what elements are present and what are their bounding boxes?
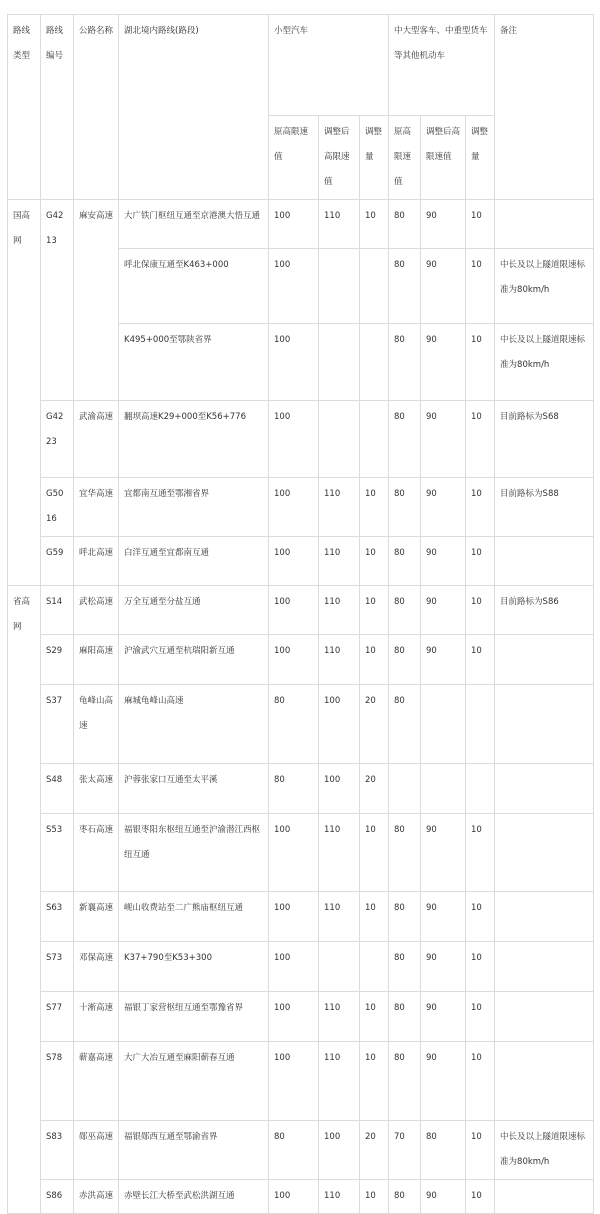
header-row bbox=[8, 15, 594, 116]
cell-l-orig: 80 bbox=[389, 586, 421, 635]
header-small-orig: 原高限速值 bbox=[269, 116, 319, 200]
cell-remark: 中长及以上隧道限速标准为80km/h bbox=[495, 1121, 594, 1180]
cell-remark bbox=[495, 814, 594, 892]
table-row bbox=[8, 200, 594, 249]
cell-l-adj: 80 bbox=[421, 1121, 466, 1180]
table-row bbox=[8, 814, 594, 892]
cell-s-orig: 100 bbox=[269, 1180, 319, 1214]
cell-s-orig: 100 bbox=[269, 992, 319, 1042]
cell-l-adj: 90 bbox=[421, 992, 466, 1042]
cell-s-amt: 20 bbox=[360, 764, 389, 814]
road-name: 赤洪高速 bbox=[74, 1180, 119, 1214]
cell-s-adj: 100 bbox=[319, 1121, 360, 1180]
cell-l-orig: 70 bbox=[389, 1121, 421, 1180]
cell-l-orig: 80 bbox=[389, 992, 421, 1042]
table-row bbox=[8, 992, 594, 1042]
cell-l-adj: 90 bbox=[421, 1042, 466, 1121]
cell-section: 大广大冶互通至麻阳蕲春互通 bbox=[119, 1042, 269, 1121]
cell-s-adj: 110 bbox=[319, 586, 360, 635]
route-code: S77 bbox=[41, 992, 74, 1042]
cell-section: K495+000至鄂陕省界 bbox=[119, 324, 269, 401]
road-name: 新襄高速 bbox=[74, 892, 119, 942]
cell-l-amt: 10 bbox=[466, 1121, 495, 1180]
cell-s-amt: 10 bbox=[360, 992, 389, 1042]
cell-s-amt: 10 bbox=[360, 814, 389, 892]
route-code: S73 bbox=[41, 942, 74, 992]
cell-l-amt bbox=[466, 685, 495, 764]
cell-section: 呼北保康互通至K463+000 bbox=[119, 249, 269, 324]
table-body bbox=[8, 15, 594, 1214]
cell-section: 福银郧西互通至鄂渝省界 bbox=[119, 1121, 269, 1180]
cell-s-amt: 10 bbox=[360, 200, 389, 249]
cell-l-adj: 90 bbox=[421, 635, 466, 685]
route-code: G59 bbox=[41, 537, 74, 586]
cell-s-adj: 100 bbox=[319, 764, 360, 814]
cell-l-adj: 90 bbox=[421, 401, 466, 478]
cell-section: K37+790至K53+300 bbox=[119, 942, 269, 992]
cell-l-amt: 10 bbox=[466, 1180, 495, 1214]
cell-s-orig: 80 bbox=[269, 764, 319, 814]
cell-s-adj: 110 bbox=[319, 537, 360, 586]
cell-s-orig: 80 bbox=[269, 1121, 319, 1180]
cell-remark: 目前路标为S88 bbox=[495, 478, 594, 537]
cell-l-amt: 10 bbox=[466, 249, 495, 324]
table-row bbox=[8, 942, 594, 992]
cell-s-adj bbox=[319, 401, 360, 478]
cell-l-adj: 90 bbox=[421, 324, 466, 401]
header-large-adj: 调整后高限速值 bbox=[421, 116, 466, 200]
cell-s-amt: 10 bbox=[360, 478, 389, 537]
cell-l-orig: 80 bbox=[389, 635, 421, 685]
cell-s-adj: 110 bbox=[319, 478, 360, 537]
road-name: 郧巫高速 bbox=[74, 1121, 119, 1180]
cell-s-adj: 110 bbox=[319, 814, 360, 892]
cell-s-amt: 20 bbox=[360, 1121, 389, 1180]
table-row bbox=[8, 892, 594, 942]
cell-s-adj: 110 bbox=[319, 200, 360, 249]
road-name: 宜华高速 bbox=[74, 478, 119, 537]
cell-l-orig: 80 bbox=[389, 814, 421, 892]
cell-s-amt bbox=[360, 249, 389, 324]
cell-remark: 中长及以上隧道限速标准为80km/h bbox=[495, 249, 594, 324]
cell-l-orig: 80 bbox=[389, 537, 421, 586]
cell-remark: 目前路标为S68 bbox=[495, 401, 594, 478]
table-row bbox=[8, 635, 594, 685]
table-row bbox=[8, 401, 594, 478]
cell-section: 万全互通至分盐互通 bbox=[119, 586, 269, 635]
cell-l-adj: 90 bbox=[421, 586, 466, 635]
cell-s-adj bbox=[319, 942, 360, 992]
cell-s-amt: 20 bbox=[360, 685, 389, 764]
cell-s-adj bbox=[319, 249, 360, 324]
road-name: 武渝高速 bbox=[74, 401, 119, 478]
cell-l-adj: 90 bbox=[421, 200, 466, 249]
cell-s-amt: 10 bbox=[360, 1042, 389, 1121]
cell-l-adj: 90 bbox=[421, 537, 466, 586]
table-row bbox=[8, 685, 594, 764]
cell-l-adj: 90 bbox=[421, 1180, 466, 1214]
cell-s-adj bbox=[319, 324, 360, 401]
cell-remark bbox=[495, 635, 594, 685]
cell-remark bbox=[495, 942, 594, 992]
cell-l-amt: 10 bbox=[466, 586, 495, 635]
cell-l-orig: 80 bbox=[389, 892, 421, 942]
road-name: 麻阳高速 bbox=[74, 635, 119, 685]
cell-remark: 目前路标为S86 bbox=[495, 586, 594, 635]
cell-l-adj: 90 bbox=[421, 942, 466, 992]
cell-l-amt: 10 bbox=[466, 892, 495, 942]
cell-section: 宜都南互通至鄂湘省界 bbox=[119, 478, 269, 537]
header-road-name: 公路名称 bbox=[74, 15, 119, 200]
cell-s-amt: 10 bbox=[360, 537, 389, 586]
table-row bbox=[8, 1180, 594, 1214]
cell-l-orig: 80 bbox=[389, 200, 421, 249]
cell-l-amt bbox=[466, 764, 495, 814]
cell-l-adj bbox=[421, 685, 466, 764]
cell-section: 福银丁家营枢纽互通至鄂豫省界 bbox=[119, 992, 269, 1042]
route-code: S53 bbox=[41, 814, 74, 892]
road-name: 枣石高速 bbox=[74, 814, 119, 892]
cell-s-orig: 100 bbox=[269, 249, 319, 324]
cell-l-amt: 10 bbox=[466, 942, 495, 992]
cell-l-amt: 10 bbox=[466, 200, 495, 249]
road-name: 邓保高速 bbox=[74, 942, 119, 992]
road-name: 张太高速 bbox=[74, 764, 119, 814]
route-code: S86 bbox=[41, 1180, 74, 1214]
header-large-vehicle: 中大型客车、中重型货车等其他机动车 bbox=[389, 15, 495, 116]
cell-l-amt: 10 bbox=[466, 401, 495, 478]
cell-s-amt: 10 bbox=[360, 892, 389, 942]
table-row bbox=[8, 1121, 594, 1180]
cell-s-amt: 10 bbox=[360, 635, 389, 685]
cell-l-adj: 90 bbox=[421, 478, 466, 537]
cell-l-amt: 10 bbox=[466, 992, 495, 1042]
route-code: S14 bbox=[41, 586, 74, 635]
speed-limit-table bbox=[7, 14, 594, 1214]
route-code: G4223 bbox=[41, 401, 74, 478]
cell-l-orig bbox=[389, 764, 421, 814]
cell-s-orig: 80 bbox=[269, 685, 319, 764]
cell-s-orig: 100 bbox=[269, 200, 319, 249]
cell-s-adj: 110 bbox=[319, 892, 360, 942]
cell-l-orig: 80 bbox=[389, 1180, 421, 1214]
cell-section: 麻城龟峰山高速 bbox=[119, 685, 269, 764]
header-route-type: 路线类型 bbox=[8, 15, 41, 200]
cell-remark bbox=[495, 685, 594, 764]
cell-section: 翻坝高速K29+000至K56+776 bbox=[119, 401, 269, 478]
cell-s-adj: 110 bbox=[319, 635, 360, 685]
cell-s-orig: 100 bbox=[269, 537, 319, 586]
cell-l-orig: 80 bbox=[389, 249, 421, 324]
header-large-amt: 调整量 bbox=[466, 116, 495, 200]
cell-remark bbox=[495, 200, 594, 249]
table-row bbox=[8, 478, 594, 537]
header-large-orig: 原高限速值 bbox=[389, 116, 421, 200]
cell-l-amt: 10 bbox=[466, 814, 495, 892]
cell-remark bbox=[495, 1180, 594, 1214]
cell-remark: 中长及以上隧道限速标准为80km/h bbox=[495, 324, 594, 401]
cell-s-adj: 100 bbox=[319, 685, 360, 764]
cell-l-orig: 80 bbox=[389, 324, 421, 401]
cell-l-orig: 80 bbox=[389, 478, 421, 537]
cell-l-amt: 10 bbox=[466, 537, 495, 586]
table-row bbox=[8, 1042, 594, 1121]
route-code: G4213 bbox=[41, 200, 74, 401]
cell-s-orig: 100 bbox=[269, 478, 319, 537]
cell-remark bbox=[495, 892, 594, 942]
cell-l-orig: 80 bbox=[389, 685, 421, 764]
road-name: 蕲嘉高速 bbox=[74, 1042, 119, 1121]
cell-s-adj: 110 bbox=[319, 1042, 360, 1121]
cell-s-orig: 100 bbox=[269, 324, 319, 401]
route-code: S83 bbox=[41, 1121, 74, 1180]
cell-section: 白洋互通至宜都南互通 bbox=[119, 537, 269, 586]
cell-l-adj: 90 bbox=[421, 249, 466, 324]
cell-remark bbox=[495, 537, 594, 586]
cell-s-adj: 110 bbox=[319, 1180, 360, 1214]
route-code: S48 bbox=[41, 764, 74, 814]
header-remark: 备注 bbox=[495, 15, 594, 200]
cell-s-orig: 100 bbox=[269, 1042, 319, 1121]
cell-s-amt bbox=[360, 942, 389, 992]
cell-s-orig: 100 bbox=[269, 635, 319, 685]
route-code: G5016 bbox=[41, 478, 74, 537]
cell-s-orig: 100 bbox=[269, 942, 319, 992]
route-code: S78 bbox=[41, 1042, 74, 1121]
cell-l-amt: 10 bbox=[466, 1042, 495, 1121]
road-name: 呼北高速 bbox=[74, 537, 119, 586]
cell-s-amt bbox=[360, 401, 389, 478]
cell-s-orig: 100 bbox=[269, 892, 319, 942]
cell-s-orig: 100 bbox=[269, 586, 319, 635]
cell-section: 岘山收费站至二广熊庙枢纽互通 bbox=[119, 892, 269, 942]
cell-section: 沪渝武穴互通至杭瑞阳新互通 bbox=[119, 635, 269, 685]
route-code: S29 bbox=[41, 635, 74, 685]
cell-s-adj: 110 bbox=[319, 992, 360, 1042]
cell-l-amt: 10 bbox=[466, 324, 495, 401]
cell-l-orig: 80 bbox=[389, 401, 421, 478]
cell-section: 大广铁门枢纽互通至京港澳大悟互通 bbox=[119, 200, 269, 249]
cell-section: 福银枣阳东枢纽互通至沪渝潜江西枢纽互通 bbox=[119, 814, 269, 892]
cell-l-orig: 80 bbox=[389, 942, 421, 992]
cell-l-orig: 80 bbox=[389, 1042, 421, 1121]
cell-l-adj: 90 bbox=[421, 814, 466, 892]
cell-s-orig: 100 bbox=[269, 401, 319, 478]
group-provincial: 省高网 bbox=[8, 586, 41, 1214]
header-small-adj: 调整后高限速值 bbox=[319, 116, 360, 200]
table-row bbox=[8, 764, 594, 814]
cell-section: 沪蓉张家口互通至太平溪 bbox=[119, 764, 269, 814]
header-small-amt: 调整量 bbox=[360, 116, 389, 200]
cell-s-amt bbox=[360, 324, 389, 401]
road-name: 十淅高速 bbox=[74, 992, 119, 1042]
cell-s-orig: 100 bbox=[269, 814, 319, 892]
road-name: 麻安高速 bbox=[74, 200, 119, 401]
table-row bbox=[8, 586, 594, 635]
cell-section: 赤壁长江大桥至武松洪湖互通 bbox=[119, 1180, 269, 1214]
road-name: 龟峰山高速 bbox=[74, 685, 119, 764]
road-name: 武松高速 bbox=[74, 586, 119, 635]
cell-s-amt: 10 bbox=[360, 1180, 389, 1214]
cell-l-amt: 10 bbox=[466, 478, 495, 537]
group-national: 国高网 bbox=[8, 200, 41, 586]
header-section: 湖北境内路线(路段) bbox=[119, 15, 269, 200]
cell-l-adj bbox=[421, 764, 466, 814]
cell-remark bbox=[495, 1042, 594, 1121]
cell-remark bbox=[495, 992, 594, 1042]
cell-l-adj: 90 bbox=[421, 892, 466, 942]
header-small-car: 小型汽车 bbox=[269, 15, 389, 116]
cell-s-amt: 10 bbox=[360, 586, 389, 635]
cell-remark bbox=[495, 764, 594, 814]
route-code: S37 bbox=[41, 685, 74, 764]
route-code: S63 bbox=[41, 892, 74, 942]
table-row bbox=[8, 537, 594, 586]
header-route-code: 路线编号 bbox=[41, 15, 74, 200]
cell-l-amt: 10 bbox=[466, 635, 495, 685]
